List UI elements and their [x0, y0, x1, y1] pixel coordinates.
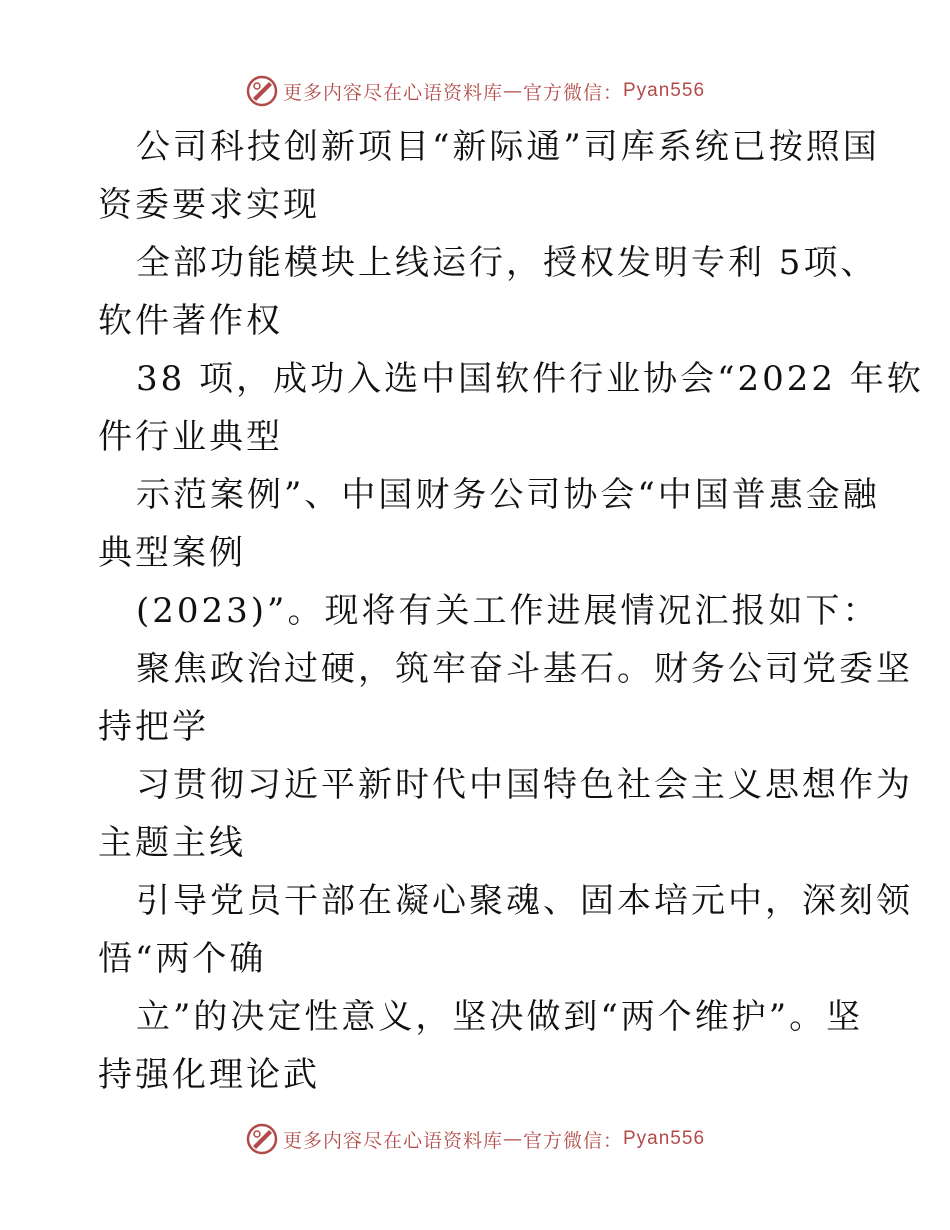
- paragraph: [98, 582, 880, 640]
- paragraph-first-line: 引导党员干部在凝心聚魂、固本培元中，深刻领: [136, 881, 913, 921]
- paragraph-continuation: 持把学: [98, 707, 209, 747]
- document-body: [98, 118, 924, 1104]
- paragraph-continuation: 持强化理论武: [98, 1055, 320, 1095]
- header-watermark: [0, 74, 950, 108]
- paragraph: [98, 466, 880, 582]
- paragraph-continuation: 典型案例: [98, 533, 246, 573]
- paragraph-continuation: 软件著作权: [98, 301, 283, 341]
- watermark-wechat-label: 官方微信：: [522, 1129, 623, 1152]
- paragraph-continuation: 悟“两个确: [98, 939, 267, 979]
- watermark-wechat-id: Pyan556: [623, 1128, 706, 1149]
- paragraph-first-line: 示范案例”、中国财务公司协会“中国普惠金融: [136, 475, 880, 515]
- paragraph-first-line: 公司科技创新项目“新际通”司库系统已按照国: [136, 127, 880, 167]
- paragraph-first-line: 38 项，成功入选中国软件行业协会“2022 年软: [136, 359, 924, 399]
- paragraph-continuation: 资委要求实现: [98, 185, 320, 225]
- paragraph-first-line: 全部功能模块上线运行，授权发明专利 5项、: [136, 243, 878, 283]
- paragraph-first-line: (2023)”。现将有关工作进展情况汇报如下：: [136, 591, 880, 631]
- paragraph: [98, 872, 913, 988]
- paragraph: [98, 640, 913, 756]
- watermark-text: 更多内容尽在心语资料库: [282, 81, 503, 104]
- paragraph: [98, 234, 878, 350]
- paragraph: [98, 350, 924, 466]
- footer-watermark: [0, 1122, 950, 1156]
- paragraph-continuation: 件行业典型: [98, 417, 283, 457]
- paragraph-first-line: 聚焦政治过硬，筑牢奋斗基石。财务公司党委坚: [136, 649, 913, 689]
- watermark-wechat-id: Pyan556: [623, 80, 706, 101]
- watermark-dash: —: [502, 1128, 523, 1150]
- watermark-dash: —: [502, 80, 523, 102]
- paragraph: [98, 118, 880, 234]
- paragraph-continuation: 主题主线: [98, 823, 246, 863]
- paragraph: [98, 756, 913, 872]
- paragraph: [98, 988, 864, 1104]
- paragraph-first-line: 习贯彻习近平新时代中国特色社会主义思想作为: [136, 765, 913, 805]
- paragraph-first-line: 立”的决定性意义，坚决做到“两个维护”。坚: [136, 997, 864, 1037]
- watermark-wechat-label: 官方微信：: [522, 81, 623, 104]
- logo-icon: [245, 74, 279, 108]
- watermark-text: 更多内容尽在心语资料库: [282, 1129, 503, 1152]
- logo-icon: [245, 1122, 279, 1156]
